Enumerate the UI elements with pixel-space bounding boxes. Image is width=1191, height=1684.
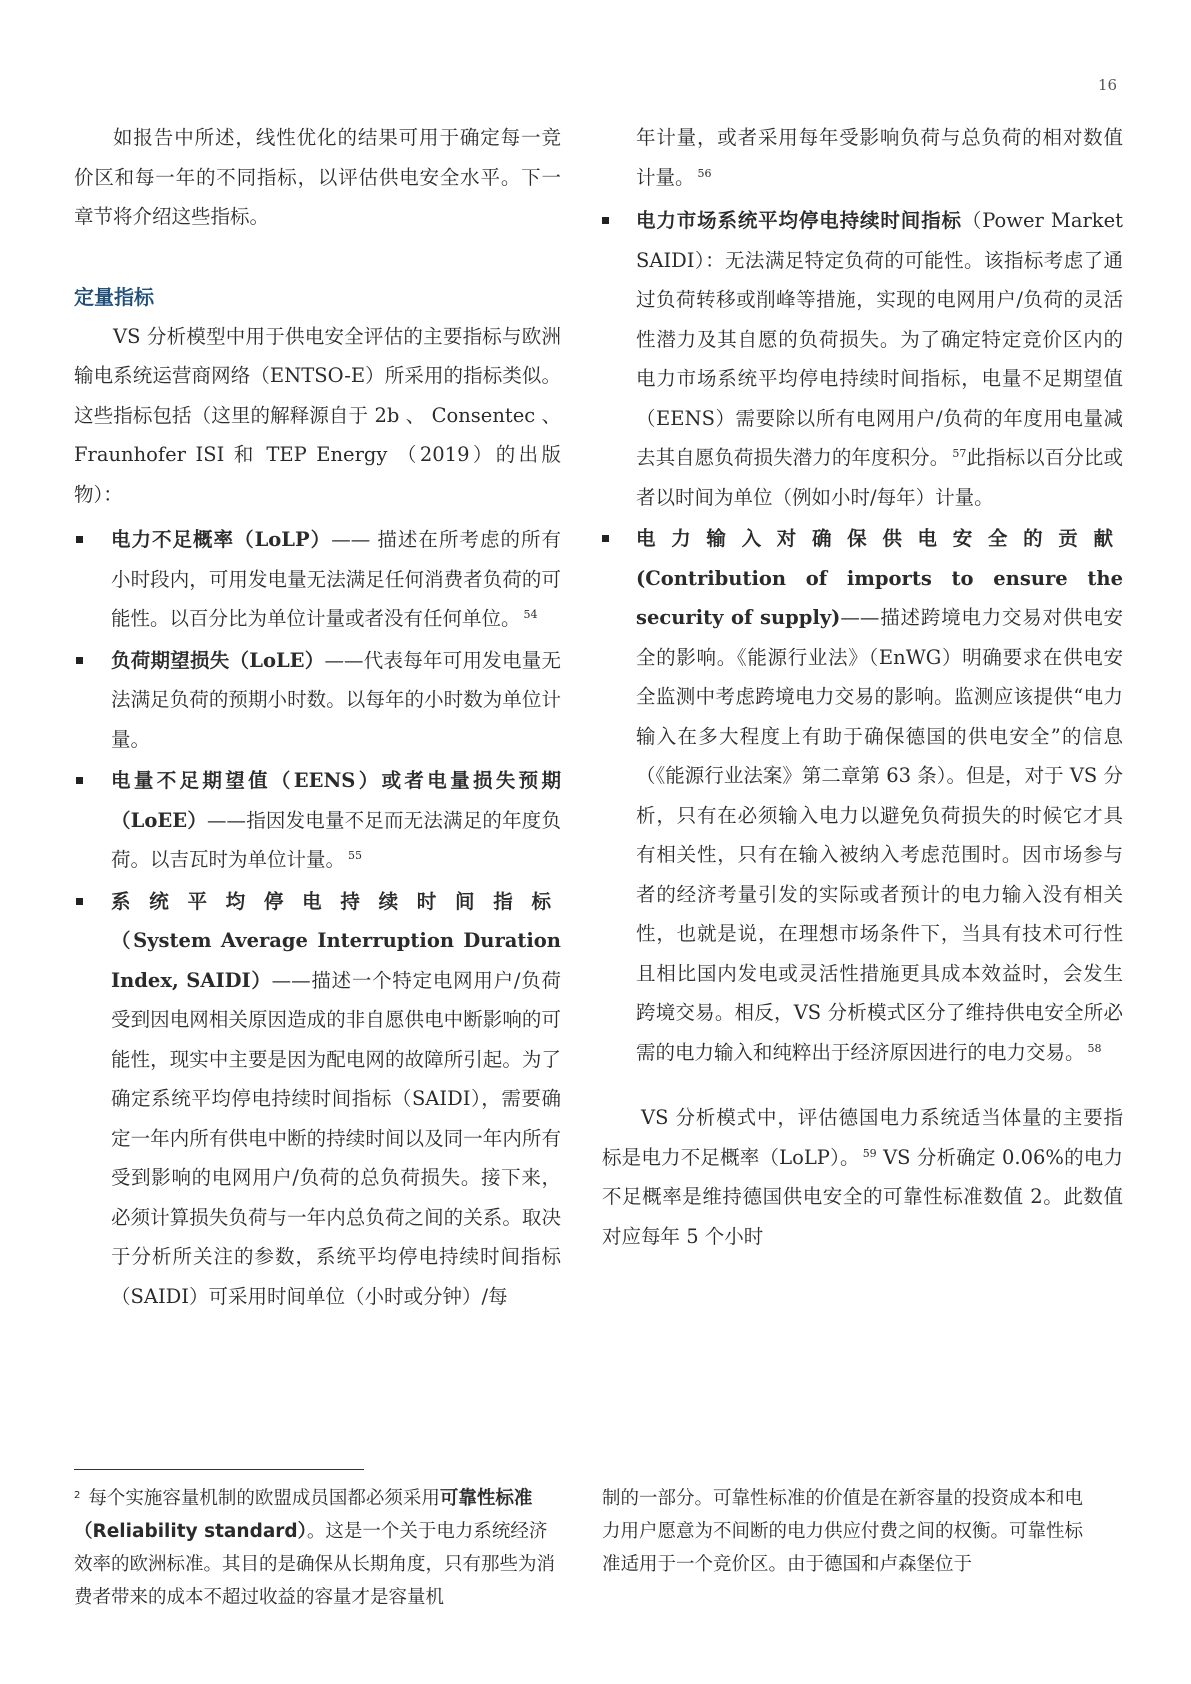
definition-power-market-saidi-tail: 此指标以百分比或者以时间为单位（例如小时/每年）计量。	[636, 446, 1123, 509]
term-saidi-cn: 系统平均停电持续时间指标	[111, 889, 561, 913]
left-column	[74, 118, 561, 1316]
bullet-icon	[602, 535, 609, 542]
list-item-saidi	[74, 882, 561, 1317]
footnote-ref: 54	[523, 608, 538, 621]
section-heading: 定量指标	[74, 284, 154, 309]
term-imports-cn: 电力输入对确保供电安全的贡献	[636, 527, 1123, 550]
footnote-left	[74, 1482, 561, 1614]
footnote-ref: 57	[952, 447, 967, 460]
footnote-term: 可靠性标准（Reliability standard）	[74, 1488, 533, 1542]
definition-power-market-saidi: （Power Market SAIDI）：无法满足特定负荷的可能性。该指标考虑了通过负荷转移或削峰等措施，实现的电网用户/负荷的灵活性潜力及其自愿的负荷损失。为了确定特定竞价区内的电力市场系统平均停电持续时间指标，电量不足期望值（EENS）需要除以所有电网用户/负荷的年度用电量减去其自愿负荷损失潜力的年度积分。	[636, 209, 1123, 469]
definition-imports: ——描述跨境电力交易对供电安全的影响。《能源行业法》（EnWG）明确要求在供电安全监测中考虑跨境电力交易的影响。监测应该提供“电力输入在多大程度上有助于确保德国的供电安全”的信息（《能源行业法案》第二章第 63 条）。但是，对于 VS 分析，只有在必须输入电力以避免负荷损失的时候它才具有相关性，只有在输入被纳入考虑范围时。因市场参与者的经济考量引发的实际或者预计的电力输入没有相关性，也就是说，在理想市场条件下，当具有技术可行性且相比国内发电或灵活性措施更具成本效益时，会发生跨境交易。相反，VS 分析模式区分了维持供电安全所必需的电力输入和纯粹出于经济原因进行的电力交易。	[636, 606, 1123, 1064]
list-item-lole	[74, 641, 561, 760]
footnote-divider	[74, 1469, 364, 1470]
footnote-ref: 58	[1087, 1041, 1102, 1055]
footnote-text-a: 每个实施容量机制的欧盟成员国都必须采用	[88, 1488, 440, 1509]
term-lolp: 电力不足概率（LoLP）	[111, 528, 332, 551]
lolp-paragraph-text-a: VS 分析模式中，评估德国电力系统适当体量的主要指标是电力不足概率（LoLP）。	[602, 1106, 1123, 1169]
footnote-mark: 2	[74, 1490, 81, 1501]
continued-paragraph	[636, 118, 1123, 197]
intro-paragraph: 如报告中所述，线性优化的结果可用于确定每一竞价区和每一年的不同指标，以评估供电安全水平。下一章节将介绍这些指标。	[74, 126, 561, 228]
bullet-icon	[76, 898, 83, 905]
bullet-icon	[602, 217, 609, 224]
footnote-text-b: 。这是一个关于电力系统经济效率的欧洲标准。其目的是确保从长期角度，只有那些为消费者带来的成本不超过收益的容量才是容量机	[74, 1521, 556, 1608]
footnote-right	[602, 1482, 1089, 1581]
lolp-paragraph	[602, 1098, 1123, 1256]
footnote-ref: 59	[862, 1146, 877, 1160]
list-item-imports	[636, 519, 1123, 1072]
bullet-icon	[76, 657, 83, 664]
right-column	[602, 118, 1123, 1256]
definition-lole: ——代表每年可用发电量无法满足负荷的预期小时数。以每年的小时数为单位计量。	[111, 648, 561, 751]
indicators-intro-paragraph: VS 分析模型中用于供电安全评估的主要指标与欧洲输电系统运营商网络（ENTSO-E）所采用的指标类似。这些指标包括（这里的解释源自于 2b 、 Consentec 、 Fraunhofer ISI 和 TEP Energy （2019）的出版物）：	[74, 324, 561, 506]
definition-lolp: —— 描述在所考虑的所有小时段内，可用发电量无法满足任何消费者负荷的可能性。以百分比为单位计量或者没有任何单位。	[111, 528, 562, 630]
term-lole: 负荷期望损失（LoLE）	[111, 648, 325, 672]
continued-text: 年计量，或者采用每年受影响负荷与总负荷的相对数值计量。	[636, 126, 1123, 189]
list-item-lolp	[74, 520, 561, 639]
bullet-icon	[76, 536, 83, 543]
indicator-list	[74, 520, 561, 1316]
term-power-market-saidi: 电力市场系统平均停电持续时间指标	[636, 209, 962, 232]
term-saidi-en: （System Average Interruption Duration Index, SAIDI）	[111, 929, 561, 992]
page-number: 16	[1098, 76, 1118, 94]
definition-eens: ——指因发电量不足而无法满足的年度负荷。以吉瓦时为单位计量。	[111, 808, 561, 871]
term-imports-en: (Contribution of imports to ensure the security of supply)	[636, 566, 1123, 629]
term-eens: 电量不足期望值（EENS）或者电量损失预期（LoEE）	[111, 769, 561, 832]
indicator-list-continued	[636, 201, 1123, 1072]
footnote-right-text: 制的一部分。可靠性标准的价值是在新容量的投资成本和电力用户愿意为不间断的电力供应付费之间的权衡。可靠性标准适用于一个竞价区。由于德国和卢森堡位于	[602, 1488, 1084, 1575]
footnote-ref: 55	[348, 849, 363, 862]
lolp-paragraph-text-b: VS 分析确定 0.06%的电力不足概率是维持德国供电安全的可靠性标准数值 2。此数值对应每年 5 个小时	[602, 1145, 1123, 1248]
definition-saidi: ——描述一个特定电网用户/负荷受到因电网相关原因造成的非自愿供电中断影响的可能性，现实中主要是因为配电网的故障所引起。为了确定系统平均停电持续时间指标（SAIDI），需要确定一年内所有供电中断的持续时间以及同一年内所有受到影响的电网用户/负荷的总负荷损失。接下来，必须计算损失负荷与一年内总负荷之间的关系。取决于分析所关注的参数，系统平均停电持续时间指标（SAIDI）可采用时间单位（小时或分钟）/每	[111, 968, 561, 1308]
list-item-power-market-saidi	[636, 201, 1123, 517]
list-item-eens	[74, 761, 561, 880]
bullet-icon	[76, 777, 83, 784]
footnote-ref: 56	[697, 166, 712, 180]
